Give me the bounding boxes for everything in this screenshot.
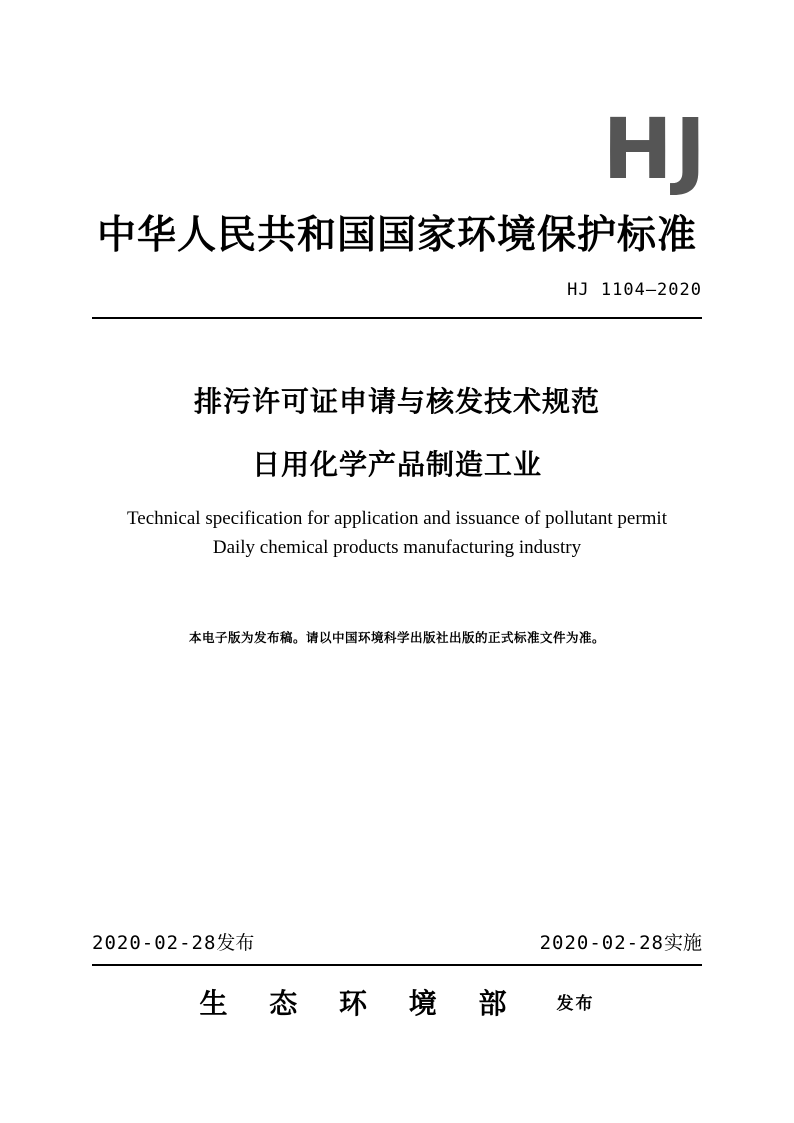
issuer-row (0, 982, 794, 1022)
page-title: 中华人民共和国国家环境保护标准 (96, 213, 697, 258)
hj-logo-icon: HJ (602, 100, 708, 198)
standard-number: HJ 1104—2020 (567, 280, 702, 300)
effective-date (540, 928, 702, 955)
title-cn-line2: 日用化学产品制造工业 (251, 448, 542, 481)
issue-date (92, 928, 254, 955)
effective-date-label: 实施 (663, 932, 702, 954)
issuer-verb: 发布 (556, 994, 595, 1014)
effective-date-value: 2020-02-28 (539, 932, 664, 954)
hj-logo-container (602, 100, 708, 198)
issue-date-value: 2020-02-28 (92, 932, 217, 954)
electronic-version-notice: 本电子版为发布稿。请以中国环境科学出版社出版的正式标准文件为准。 (188, 630, 605, 645)
divider-top (92, 317, 702, 319)
title-cn-line1: 排污许可证申请与核发技术规范 (193, 385, 600, 418)
title-en-line1: Technical specification for application and issuance of pollutant permit (127, 508, 667, 529)
title-en-line2: Daily chemical products manufacturing industry (212, 537, 582, 558)
issuer-name: 生 态 环 境 部 (199, 987, 523, 1020)
divider-bottom (92, 964, 702, 966)
issue-date-label: 发布 (216, 932, 255, 954)
